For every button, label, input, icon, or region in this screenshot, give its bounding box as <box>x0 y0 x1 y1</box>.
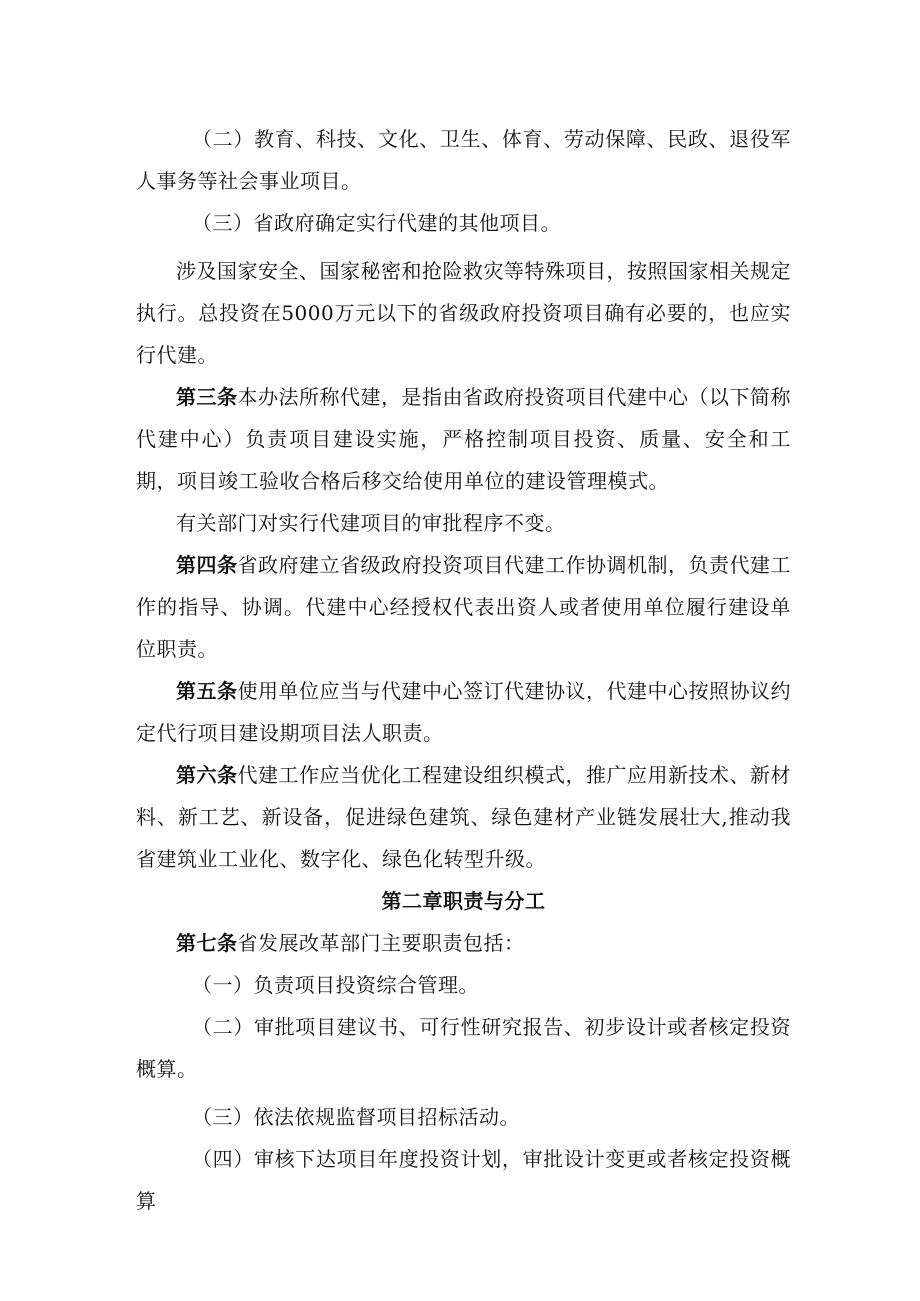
document-page <box>136 118 791 1222</box>
paragraph-text: 本办法所称代建，是指由省政府投资项目代建中心（以下简称代建中心）负责项目建设实施，严格控制项目投资、质量、安全和工期，项目竣工验收合格后移交给使用单位的建设管理模式。 <box>136 385 791 493</box>
paragraph-duty-1 <box>136 964 791 1006</box>
article-number: 第三条 <box>176 385 238 409</box>
paragraph-text: （二）教育、科技、文化、卫生、体育、劳动保障、民政、退役军人事务等社会事业项目。 <box>136 127 791 193</box>
paragraph-text: 有关部门对实行代建项目的审批程序不变。 <box>176 511 566 535</box>
paragraph-duty-3 <box>136 1096 791 1138</box>
paragraph-article-3 <box>136 376 791 502</box>
paragraph-text: 代建工作应当优化工程建设组织模式，推广应用新技术、新材料、新工艺、新设备，促进绿色建筑、绿色建材产业链发展壮大,推动我省建筑业工业化、数字化、绿色化转型升级。 <box>136 763 791 871</box>
paragraph-text: 省发展改革部门主要职责包括： <box>237 931 525 955</box>
paragraph-text: 使用单位应当与代建中心签订代建协议，代建中心按照协议约定代行项目建设期项目法人职责。 <box>136 679 791 745</box>
paragraph-article-7 <box>136 922 791 964</box>
paragraph-article-6 <box>136 754 791 880</box>
article-number: 第七条 <box>176 931 238 955</box>
paragraph-text: （四）审核下达项目年度投资计划，审批设计变更或者核定投资概算 <box>136 1147 791 1213</box>
article-number: 第六条 <box>176 763 238 787</box>
paragraph-duty-2 <box>136 1006 791 1090</box>
paragraph-text: 涉及国家安全、国家秘密和抢险救灾等特殊项目，按照国家相关规定执行。总投资在5000万元以下的省级政府投资项目确有必要的，也应实行代建。 <box>136 259 791 367</box>
paragraph-special-projects <box>136 250 791 376</box>
paragraph-item-2-social-projects <box>136 118 791 202</box>
article-number: 第五条 <box>176 679 238 703</box>
paragraph-duty-4 <box>136 1138 791 1222</box>
paragraph-article-5 <box>136 670 791 754</box>
chapter-heading: 第二章职责与分工 <box>381 889 546 913</box>
article-number: 第四条 <box>176 553 238 577</box>
paragraph-article-4 <box>136 544 791 670</box>
paragraph-text: 省政府建立省级政府投资项目代建工作协调机制，负责代建工作的指导、协调。代建中心经授权代表出资人或者使用单位履行建设单位职责。 <box>136 553 791 661</box>
paragraph-text: （一）负责项目投资综合管理。 <box>192 973 479 997</box>
paragraph-text: （三）依法依规监督项目招标活动。 <box>192 1105 520 1129</box>
paragraph-text: （三）省政府确定实行代建的其他项目。 <box>192 211 561 235</box>
paragraph-item-3-other-projects <box>136 202 791 244</box>
paragraph-approval-procedure <box>136 502 791 544</box>
paragraph-text: （二）审批项目建议书、可行性研究报告、初步设计或者核定投资概算。 <box>136 1015 791 1081</box>
